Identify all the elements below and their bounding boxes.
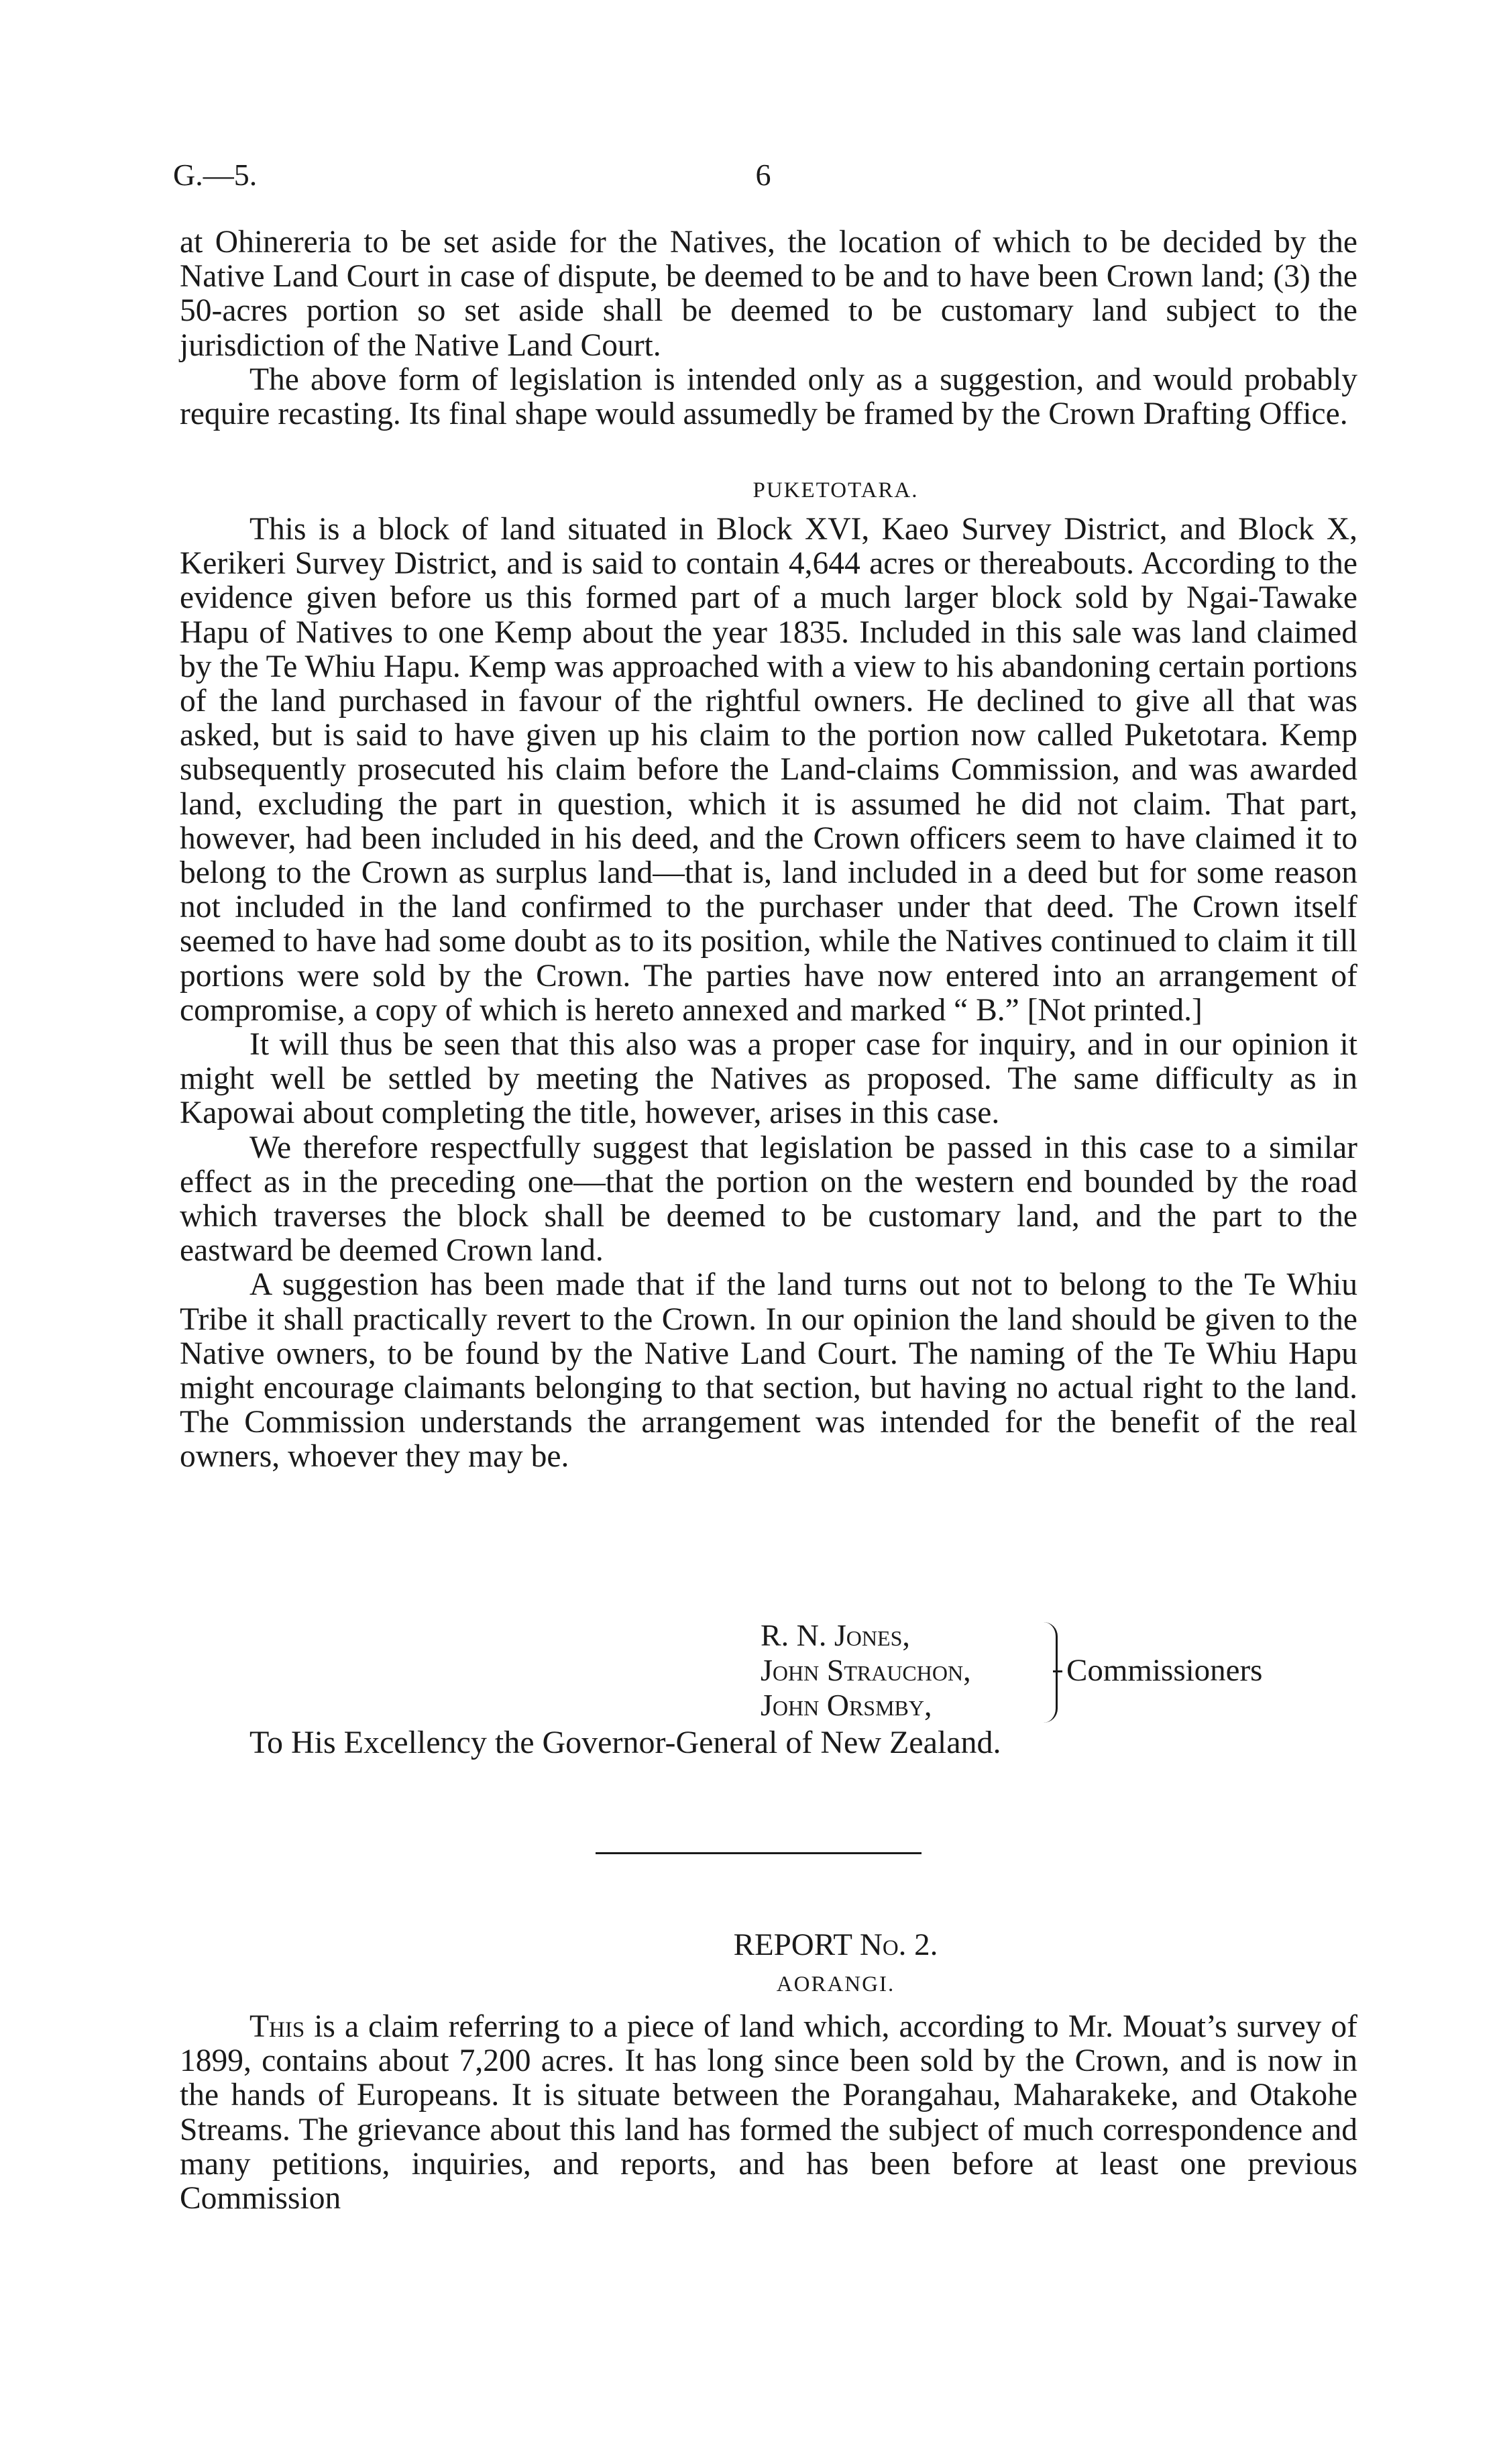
lead-word: This xyxy=(249,2009,305,2044)
paragraph: We therefore respectfully suggest that legislation be passed in this case to a similar effect as in the preceding one—that the portion on the western end bounded by the road which traverses the block shall be deemed to be customary land, and the part to the eastward be deemed Crown land. xyxy=(180,1130,1357,1269)
grouping-brace-tip xyxy=(1053,1670,1062,1672)
section-heading-puketotara: PUKETOTARA. xyxy=(752,478,919,502)
puketotara-text xyxy=(180,513,1357,1475)
address-line: To His Excellency the Governor-General of New Zealand. xyxy=(249,1725,1001,1760)
signature-block xyxy=(761,1618,971,1723)
paragraph-text: is a claim referring to a piece of land which, according to Mr. Mouat’s survey of 1899, contains about 7,200 acres. It has long since been sold by the Crown, and is now in the hands of Europeans. It is situate between the Porangahau, Maharakeke, and Otakohe Streams. The grievance about this land has formed the subject of much correspondence and many petitions, inquiries, and reports, and has been before at least one previous Commission xyxy=(180,2009,1357,2216)
grouping-brace xyxy=(1044,1622,1058,1723)
signatory-name: R. N. Jones, xyxy=(761,1618,910,1652)
report-title xyxy=(83,1927,1505,1963)
paragraph: The above form of legislation is intended only as a suggestion, and would probably require recasting. Its final shape would assumedly be framed by the Crown Drafting Office. xyxy=(180,362,1357,432)
paragraph: It will thus be seen that this also was a proper case for inquiry, and in our opinion it might well be settled by meeting the Natives as proposed. The same difficulty as in Kapowai about completing the title, however, arises in this case. xyxy=(180,1027,1357,1131)
page-header xyxy=(173,157,1353,197)
paragraph xyxy=(180,2010,1357,2216)
document-reference: G.—5. xyxy=(173,158,258,192)
section-divider xyxy=(596,1852,922,1854)
signatory-name: John Strauchon, xyxy=(761,1653,971,1687)
aorangi-text xyxy=(180,2010,1357,2216)
signatory-role: Commissioners xyxy=(1066,1653,1263,1688)
paragraph: A suggestion has been made that if the land turns out not to belong to the Te Whiu Tribe it shall practically revert to the Crown. In our opinion the land should be given to the Native owners, to be found by the Native Land Court. The naming of the Te Whiu Hapu might encourage claimants belonging to that section, but having no actual right to the land. The Commission understands the arrangement was intended for the benefit of the real owners, whoever they may be. xyxy=(180,1267,1357,1475)
signatory-name: John Orsmby, xyxy=(761,1688,932,1722)
report-title-word: REPORT xyxy=(733,1927,852,1962)
page-number: 6 xyxy=(755,158,771,192)
report-title-number: No. 2. xyxy=(859,1927,938,1962)
paragraph: at Ohinereria to be set aside for the Natives, the location of which to be decided by the Native Land Court in case of dispute, be deemed to be and to have been Crown land; (3) the 50-acres portion so set aside shall be deemed to be customary land subject to the jurisdiction of the Native Land Court. xyxy=(180,225,1357,363)
paragraph: This is a block of land situated in Block XVI, Kaeo Survey District, and Block X, Kerikeri Survey District, and is said to contain 4,644 acres or thereabouts. According to the evidence given before us this formed part of a much larger block sold by Ngai-Tawake Hapu of Natives to one Kemp about the year 1835. Included in this sale was land claimed by the Te Whiu Hapu. Kemp was approached with a view to his abandoning certain portions of the land purchased in favour of the rightful owners. He declined to give all that was asked, but is said to have given up his claim to the portion now called Puketotara. Kemp subsequently prosecuted his claim before the Land-claims Commission, and was awarded land, excluding the part in question, which it is assumed he did not claim. That part, however, had been included in his deed, and the Crown officers seem to have claimed it to belong to the Crown as surplus land—that is, land included in a deed but for some reason not included in the land confirmed to the purchaser under that deed. The Crown itself seemed to have had some doubt as to its position, while the Natives continued to claim it till portions were sold by the Crown. The parties have now entered into an arrangement of compromise, a copy of which is hereto annexed and marked “ B.” [Not printed.] xyxy=(180,512,1357,1028)
opening-text xyxy=(180,225,1357,431)
section-heading-aorangi: AORANGI. xyxy=(776,1972,895,1996)
